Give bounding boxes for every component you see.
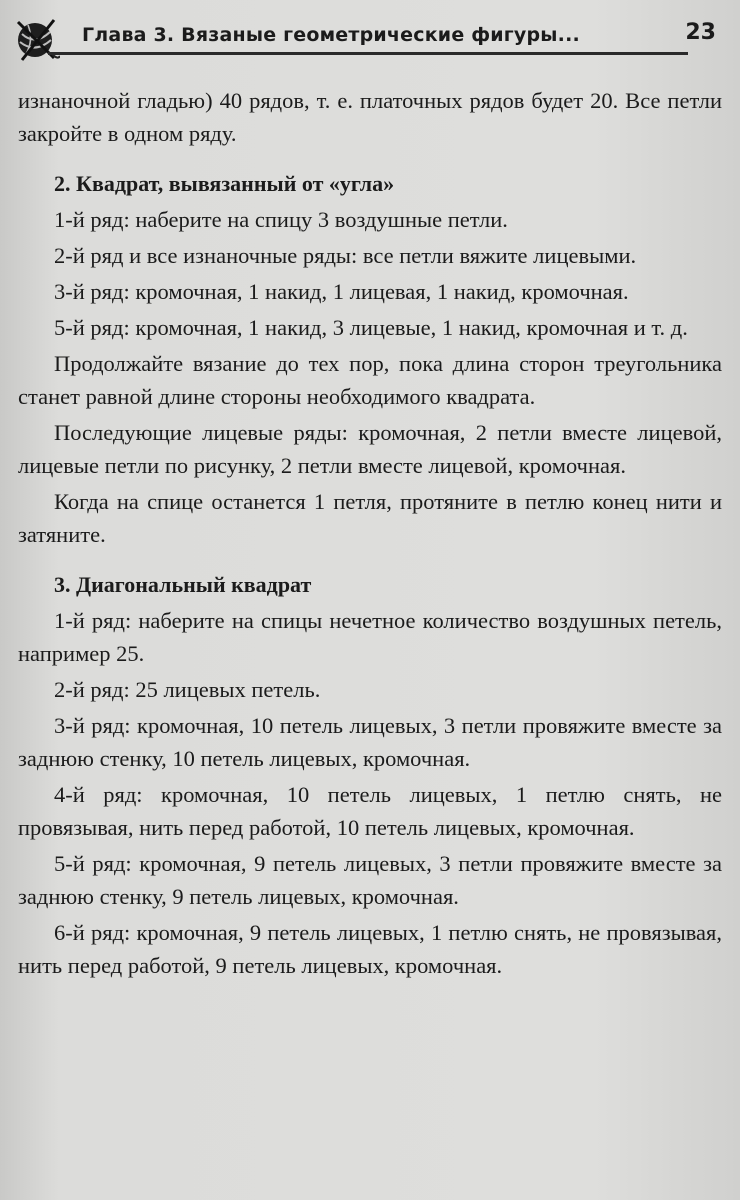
paragraph: 1-й ряд: наберите на спицы нечетное количество воздушных петель, например 25.: [18, 608, 722, 666]
chapter-title: Глава 3. Вязаные геометрические фигуры...: [82, 24, 580, 46]
paragraph: 2-й ряд: 25 лицевых петель.: [54, 677, 321, 702]
header-rule: [48, 52, 688, 55]
paragraph: 6-й ряд: кромочная, 9 петель лицевых, 1 петлю снять, не провязывая, нить перед работой, 9 петель лицевых, кромочная.: [18, 920, 722, 978]
paragraph: 1-й ряд: наберите на спицу 3 воздушные петли.: [54, 207, 508, 232]
paragraph: Последующие лицевые ряды: кромочная, 2 петли вместе лицевой, лицевые петли по рисунку, 2 петли вместе лицевой, кромочная.: [18, 420, 722, 478]
paragraph: изнаночной гладью) 40 рядов, т. е. платочных рядов будет 20. Все петли закройте в одном ряду.: [18, 88, 722, 146]
paragraph: 4-й ряд: кромочная, 10 петель лицевых, 1 петлю снять, не провязывая, нить перед работой, 10 петель лицевых, кромочная.: [18, 782, 722, 840]
paragraph: 3-й ряд: кромочная, 1 накид, 1 лицевая, 1 накид, кромочная.: [54, 279, 629, 304]
paragraph: 5-й ряд: кромочная, 1 накид, 3 лицевые, 1 накид, кромочная и т. д.: [54, 315, 688, 340]
page-number: 23: [685, 20, 716, 45]
section-heading: 2. Квадрат, вывязанный от «угла»: [54, 171, 395, 196]
paragraph: Когда на спице останется 1 петля, протяните в петлю конец нити и затяните.: [18, 489, 722, 547]
paragraph: 2-й ряд и все изнаночные ряды: все петли вяжите лицевыми.: [54, 243, 637, 268]
paragraph: Продолжайте вязание до тех пор, пока длина сторон треугольника станет равной длине стороны необходимого квадрата.: [18, 351, 722, 409]
section-heading: 3. Диагональный квадрат: [54, 572, 312, 597]
page-header: [8, 14, 728, 58]
yarn-ball-icon: [14, 16, 60, 62]
paragraph: 3-й ряд: кромочная, 10 петель лицевых, 3 петли провяжите вместе за заднюю стенку, 10 петель лицевых, кромочная.: [18, 713, 722, 771]
paragraph: 5-й ряд: кромочная, 9 петель лицевых, 3 петли провяжите вместе за заднюю стенку, 9 петель лицевых, кромочная.: [18, 851, 722, 909]
page-content: [18, 84, 722, 985]
